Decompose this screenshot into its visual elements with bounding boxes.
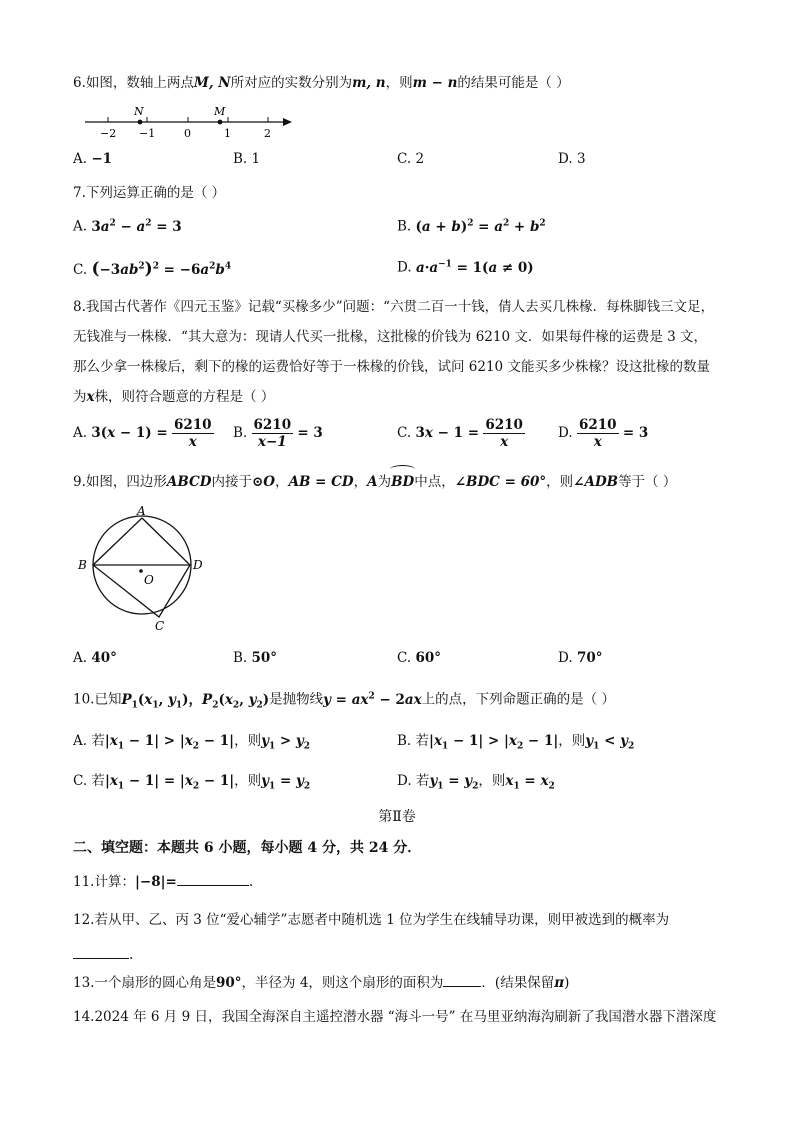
- arc-BD: BD: [391, 468, 414, 492]
- q7-option-c[interactable]: C. $(-3ab^2)^2 = -6a^2b^4$: [73, 259, 232, 279]
- vertex-A-label: A: [137, 505, 146, 518]
- question-13: 13.一个扇形的圆心角是90°，半径为 4，则这个扇形的面积为 ．(结果保留π): [73, 972, 569, 993]
- q6-option-b[interactable]: B. 1: [233, 151, 261, 167]
- part-ii-title: 第Ⅱ卷: [378, 809, 416, 825]
- question-11: 11.计算：|−8|= .: [73, 871, 253, 892]
- q8-option-b[interactable]: B. $\frac{6210}{x-1}$ = 3: [233, 417, 323, 450]
- question-6-stem: 6.如图，数轴上两点M, N所对应的实数分别为m, n，则m − n的结果可能是（ ）: [73, 75, 570, 91]
- q10-option-b[interactable]: B. 若$|x_1 - 1| > |x_2 - 1|$，则$y_1 < y_2$: [397, 733, 635, 752]
- section-2-heading: 二、填空题：本题共 6 小题，每小题 4 分，共 24 分．: [73, 840, 422, 856]
- vertex-C-label: C: [155, 619, 165, 633]
- question-12: 12.若从甲、乙、丙 3 位“爱心辅学”志愿者中随机选 1 位为学生在线辅导功课，则甲被选到的概率为: [73, 912, 670, 928]
- q9-option-b[interactable]: B. 50°: [233, 650, 278, 666]
- tick-label: 2: [264, 127, 271, 140]
- points-MN: M, N: [193, 75, 231, 91]
- question-9-stem: 9.如图，四边形ABCD内接于⊙O，AB = CD，A为 BD中点，∠BDC = 60°，则∠ADB等于（ ）: [73, 468, 676, 492]
- number-line-figure: [80, 100, 300, 142]
- answer-blank-11[interactable]: [177, 871, 249, 886]
- q9-option-c[interactable]: C. 60°: [397, 650, 441, 666]
- question-7-stem: 7.下列运算正确的是（ ）: [73, 185, 226, 201]
- question-12-blank-line: .: [73, 944, 133, 965]
- q10-option-a[interactable]: A. 若$|x_1 - 1| > |x_2 - 1|$，则$y_1 > y_2$: [73, 733, 311, 752]
- q9-option-a[interactable]: A. 40°: [73, 650, 117, 666]
- answer-blank-13[interactable]: [443, 972, 481, 987]
- q7-option-a[interactable]: A. $3a^2 - a^2 = 3$: [73, 218, 182, 235]
- q8-option-a[interactable]: A. 3(x − 1) = $\frac{6210}{x}$: [73, 417, 212, 450]
- tick-label: 0: [184, 127, 191, 140]
- q9-option-d[interactable]: D. 70°: [558, 650, 603, 666]
- q10-option-c[interactable]: C. 若$|x_1 - 1| = |x_2 - 1|$，则$y_1 = y_2$: [73, 773, 311, 792]
- question-8-stem: 8.我国古代著作《四元玉鉴》记载“买椽多少”问题：“六贯二百一十钱，倩人去买几株椽．每株脚钱三文足， 无钱准与一株椽．“其大意为：现请人代买一批椽，这批椽的价钱为 6210 文．如果每件椽的运费是 3 文， 那么少拿一株椽后，剩下的椽的运费恰好等于一株椽的价钱，试问 6210 文能买多少株椽？设这批椽的数量 为x株，则符合题意的方程是（ ）: [73, 299, 715, 405]
- circle-quadrilateral-figure: [75, 505, 215, 635]
- point-M-label: M: [214, 105, 226, 118]
- q6-option-a[interactable]: A. −1: [73, 151, 113, 167]
- q6-option-d[interactable]: D. 3: [558, 151, 586, 167]
- q10-option-d[interactable]: D. 若$y_1 = y_2$，则$x_1 = x_2$: [397, 773, 555, 792]
- expr-m-minus-n: m − n: [412, 75, 458, 91]
- q8-option-d[interactable]: D. $\frac{6210}{x}$ = 3: [558, 417, 649, 450]
- vertex-B-label: B: [78, 558, 87, 572]
- q6-option-c[interactable]: C. 2: [397, 151, 425, 167]
- vertex-D-label: D: [193, 558, 203, 572]
- tick-label: −2: [100, 127, 117, 140]
- q8-option-c[interactable]: C. 3x − 1 = $\frac{6210}{x}$: [397, 417, 523, 450]
- point-N-label: N: [134, 105, 144, 118]
- q7-option-d[interactable]: D. $a\cdot a^{-1} = 1(a \ne 0)$: [397, 259, 534, 276]
- center-O-label: O: [144, 573, 154, 587]
- tick-label: −1: [139, 127, 156, 140]
- tick-label: 1: [224, 127, 231, 140]
- question-14: 14.2024 年 6 月 9 日，我国全海深自主遥控潜水器 “海斗一号” 在马里亚纳海沟刷新了我国潜水器下潜深度: [73, 1009, 717, 1025]
- answer-blank-12[interactable]: [73, 944, 129, 959]
- q7-option-b[interactable]: B. $(a + b)^2 = a^2 + b^2$: [397, 218, 546, 235]
- question-10-stem: 10.已知$P_1(x_1$, $y_1$)，$P_2(x_2$, $y_2$)是抛物线$y = ax^2 - 2ax$上的点，下列命题正确的是（ ）: [73, 691, 615, 711]
- values-mn: m, n: [352, 75, 386, 91]
